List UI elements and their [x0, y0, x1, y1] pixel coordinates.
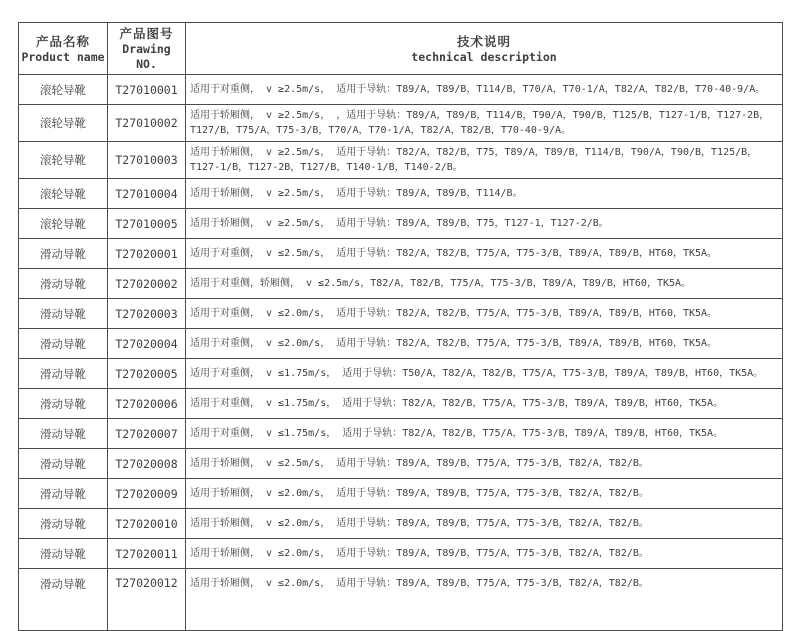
- description-cell: 适用于轿厢侧， v ≥2.5m/s， 适用于导轨：T89/A，T89/B，T114/B。: [186, 179, 783, 209]
- drawing-no-cell: T27010004: [108, 179, 186, 209]
- product-name-cell: 滑动导靴: [19, 239, 108, 269]
- table-row: [19, 179, 783, 209]
- description-cell: 适用于对重侧， v ≤1.75m/s， 适用于导轨：T50/A，T82/A，T82/B，T75/A，T75-3/B，T89/A，T89/B，HT60，TK5A。: [186, 359, 783, 389]
- product-name-cell: 滑动导靴: [19, 569, 108, 631]
- description-cell: 适用于对重侧，轿厢侧， v ≤2.5m/s，T82/A，T82/B，T75/A，T75-3/B，T89/A，T89/B，HT60，TK5A。: [186, 269, 783, 299]
- table-row: [19, 419, 783, 449]
- description-header-en: technical description: [411, 49, 557, 64]
- column-header-product-name: [19, 23, 108, 75]
- header-row: [19, 23, 783, 75]
- drawing-no-cell: T27020005: [108, 359, 186, 389]
- product-name-header-en: Product name: [21, 49, 105, 64]
- drawing-no-cell: T27010005: [108, 209, 186, 239]
- description-cell: 适用于轿厢侧， v ≥2.5m/s， ，适用于导轨：T89/A，T89/B，T114/B，T90/A，T90/B，T125/B，T127-1/B，T127-2B，T127/B，T75/A，T75-3/B，T70/A，T70-1/A，T82/A，T82/B，T70-40-9/A。: [186, 105, 783, 142]
- table-row: [19, 329, 783, 359]
- table-row: [19, 569, 783, 631]
- table-row: [19, 479, 783, 509]
- table-row: [19, 142, 783, 179]
- table-row: [19, 269, 783, 299]
- table-row: [19, 539, 783, 569]
- product-name-cell: 滑动导靴: [19, 389, 108, 419]
- drawing-no-cell: T27020007: [108, 419, 186, 449]
- description-cell: 适用于轿厢侧， v ≥2.5m/s， 适用于导轨：T89/A，T89/B，T75，T127-1，T127-2/B。: [186, 209, 783, 239]
- drawing-no-cell: T27020008: [108, 449, 186, 479]
- drawing-no-cell: T27020009: [108, 479, 186, 509]
- product-name-cell: 滑动导靴: [19, 479, 108, 509]
- drawing-no-cell: T27020004: [108, 329, 186, 359]
- table-row: [19, 509, 783, 539]
- product-name-cell: 滚轮导靴: [19, 75, 108, 105]
- table-row: [19, 299, 783, 329]
- drawing-no-cell: T27020003: [108, 299, 186, 329]
- table-row: [19, 389, 783, 419]
- drawing-no-cell: T27020010: [108, 509, 186, 539]
- table-row: [19, 105, 783, 142]
- description-cell: 适用于轿厢侧， v ≥2.5m/s， 适用于导轨：T82/A，T82/B，T75，T89/A，T89/B，T114/B，T90/A，T90/B，T125/B，T127-1/B，T127-2B，T127/B，T140-1/B，T140-2/B。: [186, 142, 783, 179]
- product-name-cell: 滑动导靴: [19, 539, 108, 569]
- product-name-cell: 滑动导靴: [19, 419, 108, 449]
- description-cell: 适用于轿厢侧， v ≤2.0m/s， 适用于导轨：T89/A，T89/B，T75/A，T75-3/B，T82/A，T82/B。: [186, 539, 783, 569]
- product-name-cell: 滚轮导靴: [19, 179, 108, 209]
- drawing-no-cell: T27020012: [108, 569, 186, 631]
- drawing-no-header-en: Drawing NO.: [122, 42, 171, 71]
- drawing-no-cell: T27020002: [108, 269, 186, 299]
- product-name-cell: 滑动导靴: [19, 359, 108, 389]
- description-cell: 适用于对重侧， v ≤1.75m/s， 适用于导轨：T82/A，T82/B，T75/A，T75-3/B，T89/A，T89/B，HT60，TK5A。: [186, 389, 783, 419]
- product-name-cell: 滑动导靴: [19, 509, 108, 539]
- table-row: [19, 359, 783, 389]
- product-name-cell: 滑动导靴: [19, 269, 108, 299]
- drawing-no-cell: T27020006: [108, 389, 186, 419]
- product-name-cell: 滑动导靴: [19, 449, 108, 479]
- drawing-no-header-zh: 产品图号: [119, 26, 174, 41]
- description-header-zh: 技术说明: [456, 33, 511, 49]
- product-name-cell: 滚轮导靴: [19, 105, 108, 142]
- product-name-cell: 滚轮导靴: [19, 142, 108, 179]
- table-row: [19, 449, 783, 479]
- table-row: [19, 239, 783, 269]
- drawing-no-cell: T27010002: [108, 105, 186, 142]
- description-cell: 适用于轿厢侧， v ≤2.0m/s， 适用于导轨：T89/A，T89/B，T75/A，T75-3/B，T82/A，T82/B。: [186, 479, 783, 509]
- description-cell: 适用于对重侧， v ≤2.5m/s， 适用于导轨：T82/A，T82/B，T75/A，T75-3/B，T89/A，T89/B，HT60，TK5A。: [186, 239, 783, 269]
- description-cell: 适用于对重侧， v ≤1.75m/s， 适用于导轨：T82/A，T82/B，T75/A，T75-3/B，T89/A，T89/B，HT60，TK5A。: [186, 419, 783, 449]
- drawing-no-cell: T27010001: [108, 75, 186, 105]
- drawing-no-cell: T27020001: [108, 239, 186, 269]
- description-cell: 适用于轿厢侧， v ≤2.5m/s， 适用于导轨：T89/A，T89/B，T75/A，T75-3/B，T82/A，T82/B。: [186, 449, 783, 479]
- product-name-header-zh: 产品名称: [35, 33, 90, 49]
- description-cell: 适用于对重侧， v ≤2.0m/s， 适用于导轨：T82/A，T82/B，T75/A，T75-3/B，T89/A，T89/B，HT60，TK5A。: [186, 329, 783, 359]
- column-header-drawing-no: [108, 23, 186, 75]
- description-cell: 适用于对重侧， v ≤2.0m/s， 适用于导轨：T82/A，T82/B，T75/A，T75-3/B，T89/A，T89/B，HT60，TK5A。: [186, 299, 783, 329]
- product-name-cell: 滑动导靴: [19, 329, 108, 359]
- table-row: [19, 209, 783, 239]
- description-cell: 适用于轿厢侧， v ≤2.0m/s， 适用于导轨：T89/A，T89/B，T75/A，T75-3/B，T82/A，T82/B。: [186, 569, 783, 631]
- description-cell: 适用于对重侧， v ≥2.5m/s， 适用于导轨：T89/A，T89/B，T114/B，T70/A，T70-1/A，T82/A，T82/B，T70-40-9/A。: [186, 75, 783, 105]
- product-name-cell: 滑动导靴: [19, 299, 108, 329]
- column-header-description: [186, 23, 783, 75]
- product-table: [18, 22, 783, 631]
- drawing-no-cell: T27020011: [108, 539, 186, 569]
- table-row: [19, 75, 783, 105]
- description-cell: 适用于轿厢侧， v ≤2.0m/s， 适用于导轨：T89/A，T89/B，T75/A，T75-3/B，T82/A，T82/B。: [186, 509, 783, 539]
- product-name-cell: 滚轮导靴: [19, 209, 108, 239]
- drawing-no-cell: T27010003: [108, 142, 186, 179]
